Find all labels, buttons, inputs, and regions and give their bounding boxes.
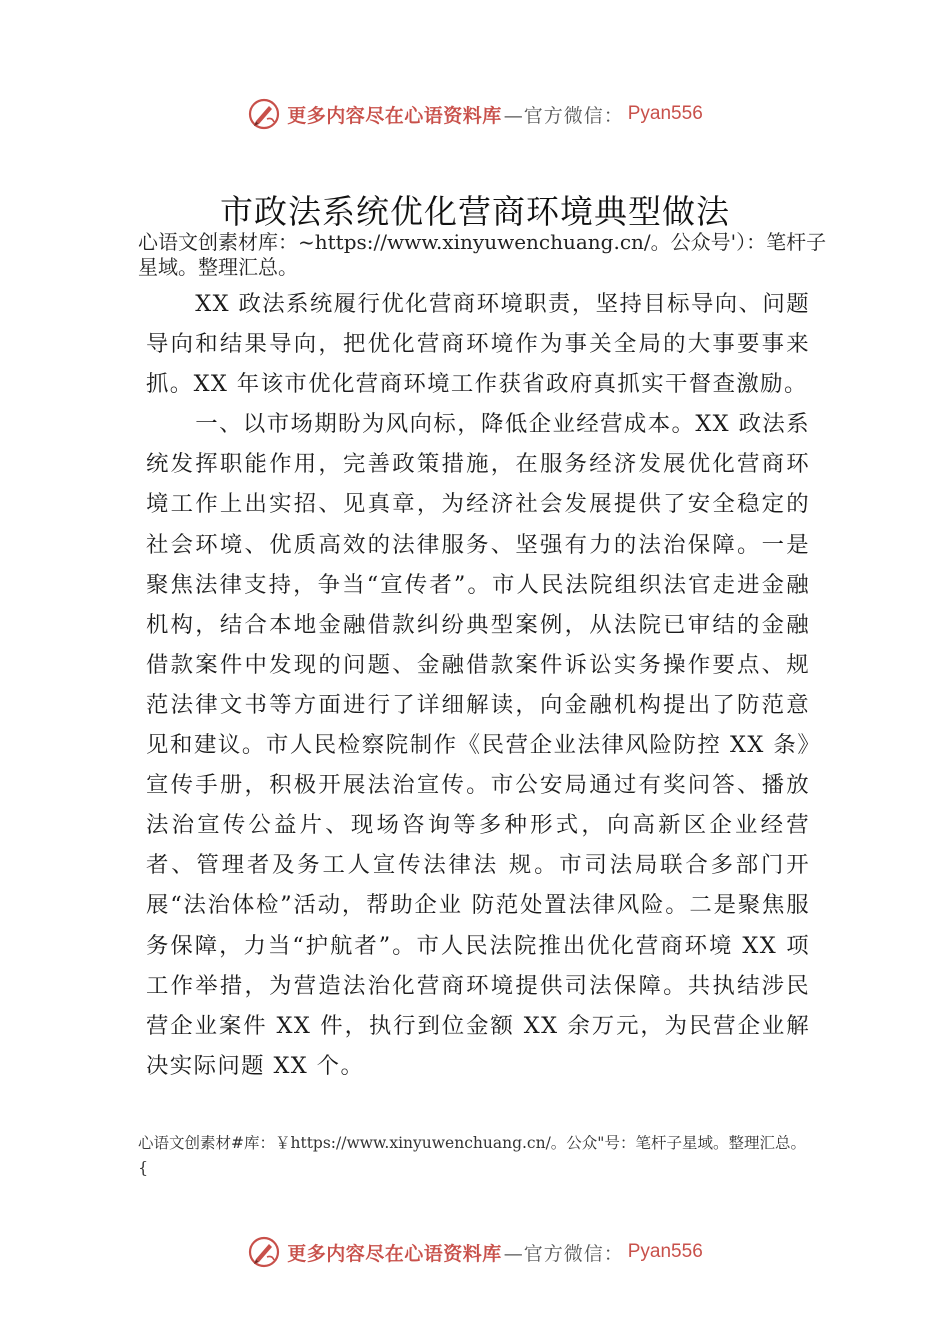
page-title: 市政法系统优化营商环境典型做法 [220, 192, 730, 231]
banner-text-red: 更多内容尽在心语资料库 [287, 104, 502, 127]
pen-logo-icon [247, 97, 281, 131]
paragraph-section-one: 一、以市场期盼为风向标，降低企业经营成本。XX 政法系统发挥职能作用，完善政策措施，在服务经济发展优化营商环境工作上出实招、见真章，为经济社会发展提供了安全稳定的社会环境、优质高效的法律服务、坚强有力的法治保障。一是聚焦法律支持，争当“宣传者”。市人民法院组织法官走进金融机构，结合本地金融借款纠纷典型案例，从法院已审结的金融借款案件中发现的问题、金融借款案件诉讼实务操作要点、规范法律文书等方面进行了详细解读，向金融机构提出了防范意见和建议。市人民检察院制作《民营企业法律风险防控 XX 条》宣传手册，积极开展法治宣传。市公安局通过有奖问答、播放法治宣传公益片、现场咨询等多种形式，向高新区企业经营者、管理者及务工人宣传法律法 规。市司法局联合多部门开展“法治体检”活动，帮助企业 防范处置法律风险。二是聚焦服务保障，力当“护航者”。市人民法院推出优化营商环境 XX 项工作举措，为营造法治化营商环境提供司法保障。共执结涉民营企业案件 XX 件，执行到位金额 XX 余万元，为民营企业解决实际问题 XX 个。 [146, 411, 810, 1079]
pen-logo-icon [247, 1235, 281, 1269]
banner-text-gray: —官方微信： [503, 1242, 624, 1265]
banner-text-red: 更多内容尽在心语资料库 [287, 1242, 502, 1265]
footnote-brace: { [138, 1158, 149, 1177]
banner-text-gray: —官方微信： [503, 104, 624, 127]
footnote-source: 心语文创素材#库：￥https://www.xinyuwenchuang.cn/。公众"号：笔杆子星域。整理汇总。 [138, 1134, 806, 1152]
header-banner [0, 94, 950, 134]
document-body [146, 284, 810, 1086]
paragraph-intro: XX 政法系统履行优化营商环境职责，坚持目标导向、问题导向和结果导向，把优化营商环境作为事关全局的大事要事来抓。XX 年该市优化营商环境工作获省政府真抓实干督查激励。 [146, 291, 810, 398]
source-line: 心语文创素材库：~https://www.xinyuwenchuang.cn/。公众号'）：笔杆子星域。整理汇总。 [138, 230, 827, 279]
banner-wechat-id: Pyan556 [627, 1241, 703, 1262]
footer-banner [0, 1232, 950, 1272]
banner-wechat-id: Pyan556 [627, 103, 703, 124]
